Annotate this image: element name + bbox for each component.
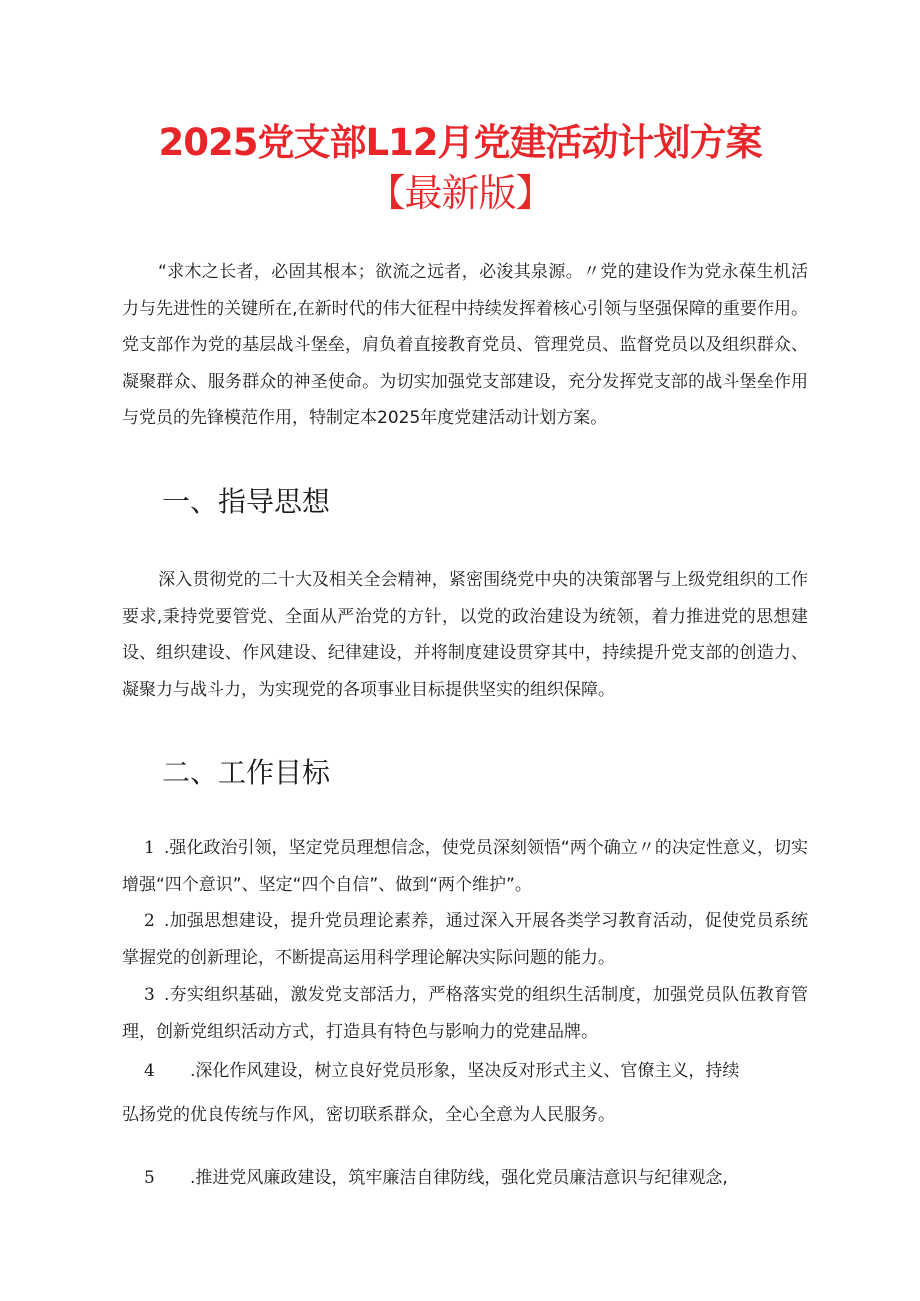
intro-paragraph [122,254,808,437]
section-heading-guiding-thought: 一、指导思想 [162,485,331,518]
section-heading-work-goals: 二、工作目标 [162,756,331,789]
list-item-number: 3 [144,985,155,1005]
list-item [122,977,808,1050]
document-subtitle: 【最新版】 [367,171,553,215]
list-item-text: .深化作风建设，树立良好党员形象，坚决反对形式主义、官僚主义，持续 [190,1061,740,1081]
list-item-text: .推进党风廉政建设，筑牢廉洁自律防线，强化党员廉洁意识与纪律观念, [190,1168,728,1188]
list-item [122,830,808,903]
list-item-text: .强化政治引领，坚定党员理想信念，使党员深刻领悟“两个确立〃的决定性意义，切实增强“四个意识”、坚定“四个自信”、做到“两个维护”。 [122,838,808,895]
list-item-number: 4 [144,1061,155,1081]
list-item [122,1160,728,1197]
list-item [122,903,808,976]
guiding-thought-text: 深入贯彻党的二十大及相关全会精神，紧密围绕党中央的决策部署与上级党组织的工作要求,秉持党要管党、全面从严治党的方针，以党的政治建设为统领，着力推进党的思想建设、组织建设、作风建设、纪律建设，并将制度建设贯穿其中，持续提升党支部的创造力、凝聚力与战斗力，为实现党的各项事业目标提供坚实的组织保障。 [122,570,808,700]
list-item [122,1053,739,1090]
list-item-text: .夯实组织基础，激发党支部活力，严格落实党的组织生活制度，加强党员队伍教育管理，创新党组织活动方式，打造具有特色与影响力的党建品牌。 [122,985,808,1042]
document-title: 2025党支部L12月党建活动计划方案 [158,121,762,164]
list-item-text: .加强思想建设，提升党员理论素养，通过深入开展各类学习教育活动，促使党员系统掌握党的创新理论，不断提高运用科学理论解决实际问题的能力。 [122,911,808,968]
guiding-thought-paragraph [122,562,808,708]
intro-text: “求木之长者，必固其根本；欲流之远者，必浚其泉源。〃党的建设作为党永葆生机活力与先进性的关键所在,在新时代的伟大征程中持续发挥着核心引领与坚强保障的重要作用。党支部作为党的基层战斗堡垒，肩负着直接教育党员、管理党员、监督党员以及组织群众、凝聚群众、服务群众的神圣使命。为切实加强党支部建设，充分发挥党支部的战斗堡垒作用与党员的先锋模范作用，特制定本2025年度党建活动计划方案。 [122,262,808,428]
list-item-number: 2 [144,911,155,931]
list-item-continuation: 弘扬党的优良传统与作风，密切联系群众，全心全意为人民服务。 [122,1105,615,1125]
list-item-number: 5 [144,1168,155,1188]
list-item-number: 1 [144,838,155,858]
